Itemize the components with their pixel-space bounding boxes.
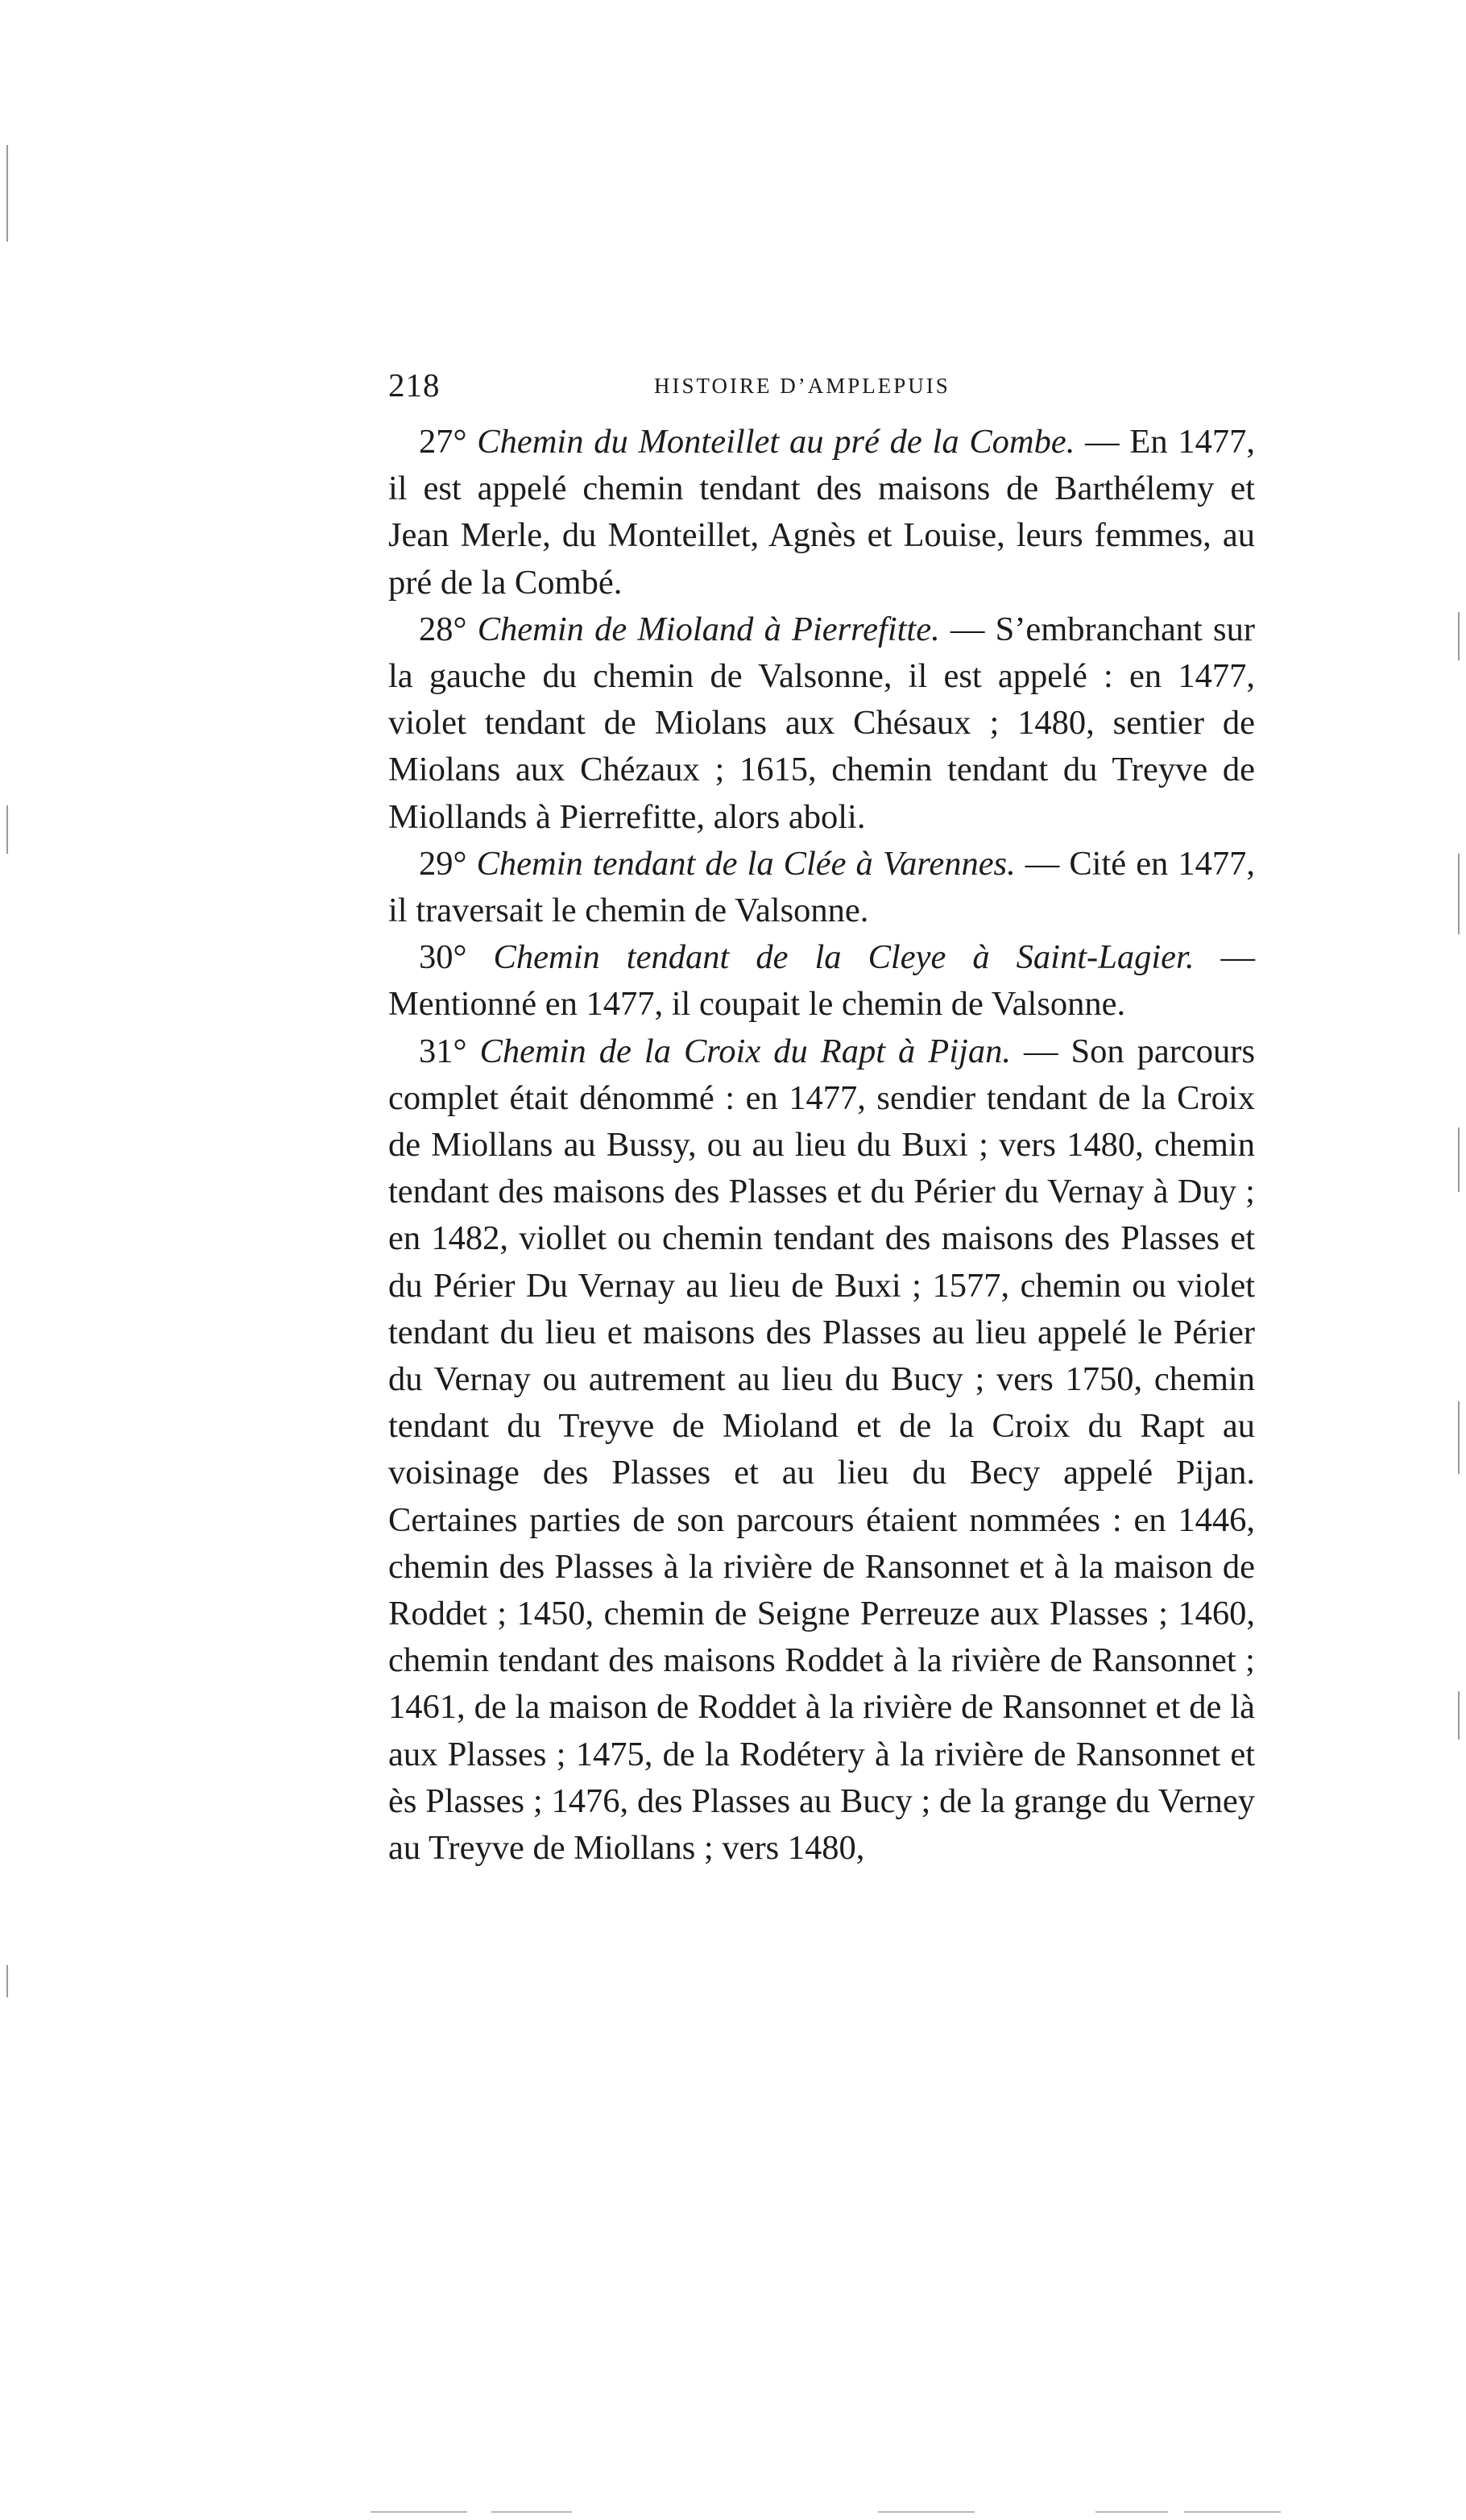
paragraph-number: 29° [419,844,467,883]
paragraph-title: Chemin du Monteillet au pré de la Combe. [477,423,1075,461]
paragraph-31 [388,1028,1255,1872]
scan-edge-mark [1458,1128,1460,1192]
scan-edge-mark [6,1965,8,1997]
scan-edge-mark [6,805,8,854]
paragraph-text: — Mentionné en 1477, il coupait le chemin de Valsonne. [388,938,1256,1024]
page-number: 218 [388,366,441,403]
scan-edge-mark [1458,1401,1460,1474]
paragraph-title: Chemin tendant de la Cleye à Saint-Lagier. [493,938,1195,977]
paragraph-number: 28° [419,610,467,648]
paragraph-29 [388,841,1255,934]
running-title: HISTOIRE D’AMPLEPUIS [654,374,950,398]
paragraph-title: Chemin de la Croix du Rapt à Pijan. [479,1032,1011,1070]
paragraph-30 [388,934,1255,1028]
scan-bottom-rule [1095,2511,1168,2513]
paragraph-27 [388,419,1255,606]
scan-edge-mark [1458,612,1460,660]
paragraph-text: — S’embranchant sur la gauche du chemin de Valsonne, il est appelé : en 1477, violet tendant de Miolans aux Chésaux ; 1480, sentier de Miolans aux Chézaux ; 1615, chemin tendant du Treyve de Miollands à Pierrefitte, alors aboli. [388,610,1255,836]
paragraph-text: — En 1477, il est appelé chemin tendant des maisons de Barthélemy et Jean Merle, du Monteillet, Agnès et Louise, leurs femmes, au pré de la Combé. [388,423,1255,602]
paragraph-text: — Cité en 1477, il traversait le chemin de Valsonne. [388,844,1255,930]
paragraph-28 [388,606,1255,841]
paragraph-text: — Son parcours complet était dénommé : en 1477, sendier tendant de la Croix de Miollans au Bussy, ou au lieu du Buxi ; vers 1480, chemin tendant des maisons des Plasses et du Périer du Vernay à Duy ; en 1482, viollet ou chemin tendant des maisons des Plasses et du Périer Du Vernay au lieu de Buxi ; 1577, chemin ou violet tendant du lieu et maisons des Plasses au lieu appelé le Périer du Vernay ou autrement au lieu du Bucy ; vers 1750, chemin tendant du Treyve de Mioland et de la Croix du Rapt au voisinage des Plasses et au lieu du Becy appelé Pijan. Certaines parties de son parcours étaient nommées : en 1446, chemin des Plasses à la rivière de Ransonnet et à la maison de Roddet ; 1450, chemin de Seigne Perreuze aux Plasses ; 1460, chemin tendant des maisons Roddet à la rivière de Ransonnet ; 1461, de la maison de Roddet à la rivière de Ransonnet et de là aux Plasses ; 1475, de la Rodétery à la rivière de Ransonnet et ès Plasses ; 1476, des Plasses au Bucy ; de la grange du Verney au Treyve de Miollans ; vers 1480, [388,1032,1255,1868]
paragraph-title: Chemin de Mioland à Pierrefitte. [477,610,940,648]
paragraph-number: 27° [419,423,467,461]
paragraph-title: Chemin tendant de la Clée à Varennes. [476,844,1016,883]
scan-edge-mark [6,145,8,242]
scan-bottom-rule [371,2511,467,2513]
scan-edge-mark [1458,854,1460,934]
scan-bottom-rule [878,2511,975,2513]
paragraph-number: 30° [419,938,467,977]
paragraph-number: 31° [419,1032,467,1070]
scan-edge-mark [1458,1691,1460,1740]
page-header [388,361,1255,409]
scan-bottom-rule [491,2511,572,2513]
body-text [388,419,1255,1872]
scan-bottom-rule [1184,2511,1281,2513]
